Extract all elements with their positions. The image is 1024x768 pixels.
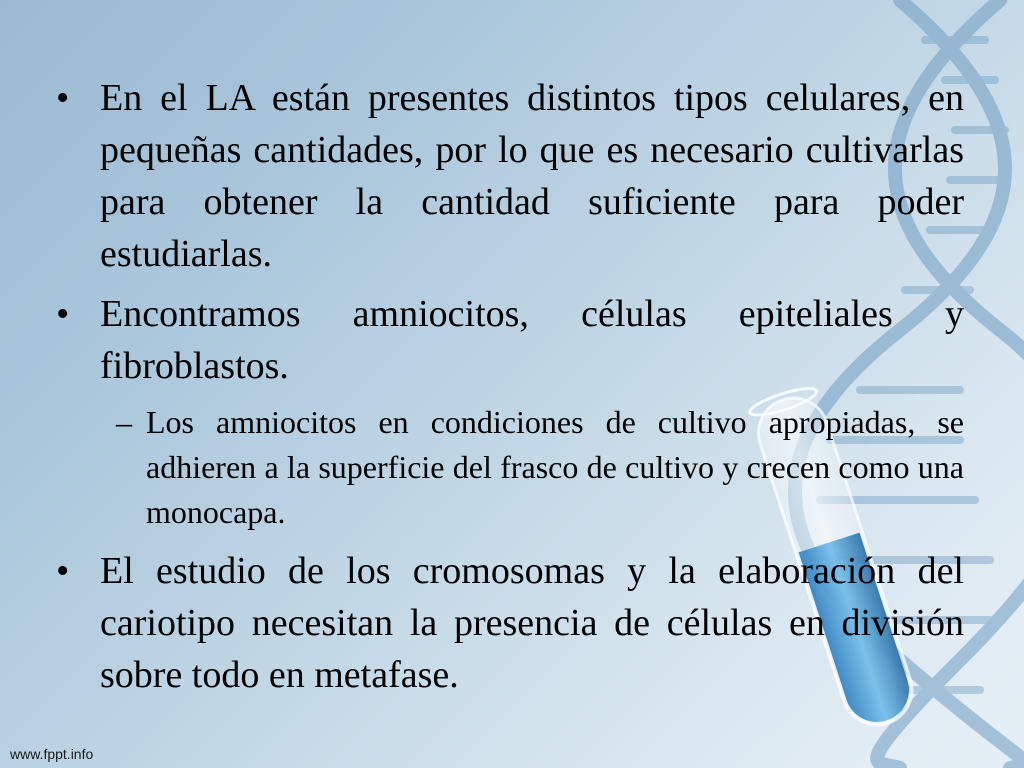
sub-bullet-text: Los amniocitos en condiciones de cultivo apropiadas, se adhieren a la superficie del frasco de cultivo y crecen como una monocapa. [146,404,964,530]
bullet-text: En el LA están presentes distintos tipos celulares, en pequeñas cantidades, por lo que es necesario cultivarlas para obtener la cantidad suficiente para poder estudiarlas. [100,77,964,275]
slide-content [56,72,964,709]
bullet-marker: • [56,293,70,335]
bullet-item [56,545,964,701]
sub-bullet-marker: – [116,404,132,440]
bullet-marker: • [56,77,70,119]
bullet-text: Encontramos amniocitos, células epiteliales y fibroblastos. [100,293,964,387]
footer-watermark: www.fppt.info [10,746,94,762]
sub-bullet-item [56,400,964,535]
bullet-item [56,288,964,392]
bullet-text: El estudio de los cromosomas y la elaboración del cariotipo necesitan la presencia de células en división sobre todo en metafase. [100,550,964,696]
bullet-item [56,72,964,280]
bullet-marker: • [56,550,70,592]
